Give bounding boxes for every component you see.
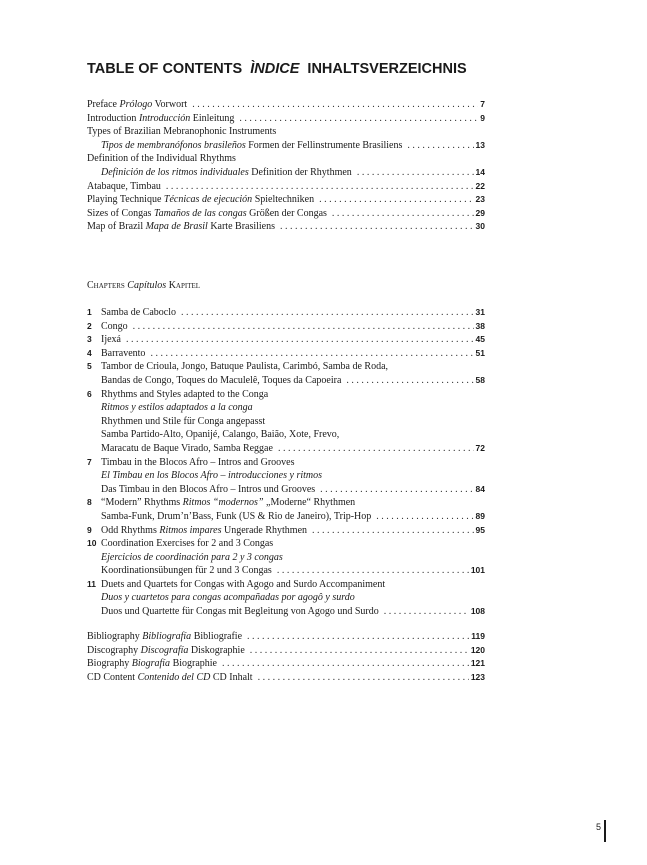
toc-entry [87,456,485,470]
page-ref: 7 [480,99,485,109]
page-ref: 9 [480,112,485,123]
dot-leader [384,605,469,619]
page-ref: 101 [470,565,485,576]
page-ref: 22 [475,180,485,191]
toc-entry [87,112,485,126]
entry-title-part: Congo [101,320,128,332]
page-ref: 58 [475,374,485,385]
entry-title-part: Map of Brazil [87,221,146,233]
chapter-number: 11 [87,578,96,589]
page-ref: 95 [475,524,485,535]
page-ref: 31 [475,307,485,317]
dot-leader [133,320,474,334]
dot-leader [278,442,474,456]
page-ref: 108 [470,606,485,617]
entry-title-italic: Bibliografía [142,631,192,642]
back-matter-list [87,630,485,684]
entry-title-italic: Duos y cuartetos para congas acompañadas por agogô y surdo [101,592,355,604]
dot-leader [247,630,469,644]
entry-title [101,510,371,524]
entry-title [87,152,236,166]
page-number-bar [604,820,606,842]
dot-leader [312,524,474,538]
entry-title [101,306,176,320]
dot-leader [192,98,478,112]
title-spanish: ÌNDICE [250,61,300,77]
toc-entry [87,374,485,388]
toc-entry [87,401,485,415]
dot-leader [166,180,474,194]
entry-title-italic: Contenido del CD [137,671,211,683]
toc-entry [87,428,485,442]
entry-title-italic: Biografía [131,658,171,670]
toc-entry [87,524,485,538]
entry-title-part: Duets and Quartets for Congas with Agogo and Surdo Accompaniment [101,578,386,590]
title-german: INHALTSVERZEICHNIS [307,61,467,77]
toc-entry [87,483,485,497]
toc-entry [87,657,485,671]
entry-title-part: CD Content [87,671,138,683]
toc-entry [87,207,485,221]
entry-title-italic: Técnicas de ejecución [163,194,253,206]
entry-title-part: Coordination Exercises for 2 and 3 Congas [101,538,274,550]
entry-title [87,220,275,234]
dot-leader [181,306,474,320]
entry-title [87,112,234,126]
toc-entry [87,98,485,112]
toc-entry [87,152,485,166]
entry-title-part: Diskographie [188,644,245,656]
entry-title-part: Bandas de Congo, Toques do Maculelê, Toques da Capoeira [101,374,342,386]
toc-entry [87,306,485,320]
entry-title-italic: Ritmos y estilos adaptados a la conga [101,402,253,414]
entry-title [101,139,402,153]
chapter-number: 8 [87,497,92,508]
entry-title-italic: Ritmos “modernos” [182,497,264,509]
entry-title-part: Ijexá [101,334,121,346]
entry-title [101,401,253,415]
toc-entry [87,630,485,644]
toc-entry [87,496,485,510]
entry-title [101,456,295,470]
toc-entry [87,388,485,402]
entry-title-part: Ungerade Rhythmen [221,524,308,536]
toc-entry [87,605,485,619]
dot-leader [346,374,473,388]
entry-title-part: Odd Rhythms [101,524,160,536]
entry-title-part: Einleitung [190,112,235,124]
entry-title-part: Das Timbau in den Blocos Afro – Intros und Grooves [101,483,316,495]
entry-title-part: Rhythmen und Stile für Conga angepasst [101,415,266,427]
chapter-number: 7 [87,456,92,467]
page-ref: 123 [470,671,485,682]
entry-title-part: CD Inhalt [210,671,253,683]
entry-title-part: Samba-Funk, Drum’n’Bass, Funk (US & Rio de Janeiro), Trip-Hop [101,510,372,522]
entry-title [101,496,355,510]
entry-title-part: Spieltechniken [252,194,315,206]
entry-title-italic: Prólogo [119,99,153,110]
entry-title-part: Barravento [101,347,146,359]
entry-title [87,125,276,139]
entry-title [101,428,339,442]
entry-title-part: Duos und Quartette für Congas mit Begleitung von Agogo und Surdo [101,606,379,618]
dot-leader [407,139,473,153]
dot-leader [332,207,474,221]
page-ref: 84 [475,483,485,494]
entry-title [87,207,327,221]
entry-title-italic: Discografía [140,644,189,656]
entry-title-italic: Ritmos impares [159,524,222,536]
entry-title [87,193,314,207]
dot-leader [357,166,474,180]
entry-title-italic: Introducción [138,112,191,124]
toc-entry [87,139,485,153]
page-ref: 38 [475,320,485,331]
entry-title-part: Samba Partido-Alto, Opanijé, Calango, Baião, Xote, Frevo, [101,429,340,441]
entry-title-part: Größen der Congas [246,207,327,219]
entry-title-italic: Tamaños de las congas [153,207,247,219]
toc-entry [87,564,485,578]
toc-entry [87,347,485,361]
dot-leader [280,220,474,234]
entry-title [101,605,379,619]
entry-title [101,564,272,578]
entry-title-italic: Mapa de Brasil [145,221,208,233]
toc-entry [87,193,485,207]
entry-title-part: Discography [87,644,141,656]
entry-title [101,442,273,456]
toc-entry [87,591,485,605]
dot-leader [320,483,473,497]
chapters-heading [87,280,200,291]
toc-entry [87,333,485,347]
page-ref: 45 [475,334,485,345]
entry-title-part: Tambor de Crioula, Jongo, Batuque Paulista, Carimbó, Samba de Roda, [101,361,389,373]
toc-entry [87,671,485,685]
entry-title [87,180,161,194]
page-ref: 51 [475,347,485,358]
dot-leader [319,193,473,207]
entry-title [101,374,341,388]
toc-entry [87,220,485,234]
entry-title [87,630,242,644]
entry-title [87,98,187,112]
dot-leader [222,657,469,671]
entry-title-part: Atabaque, Timbau [87,180,161,192]
entry-title-italic: Tipos de membranófonos brasileños [101,139,246,151]
entry-title-part: Timbau in the Blocos Afro – Intros and Grooves [101,456,295,468]
entry-title [101,578,385,592]
entry-title-part: Maracatu de Baque Virado, Samba Reggae [101,442,273,454]
entry-title [101,483,315,497]
chapter-number: 2 [87,320,92,331]
dot-leader [150,347,473,361]
chapters-heading-spanish: Capítulos [127,280,167,291]
entry-title-italic: Definición de los ritmos individuales [101,166,249,178]
chapters-heading-english: Chapters [87,280,125,291]
toc-entry [87,442,485,456]
entry-title [101,388,268,402]
entry-title-part: Definition of the Individual Rhythms [87,153,236,165]
toc-entry [87,510,485,524]
entry-title [101,537,273,551]
entry-title [87,657,217,671]
entry-title-part: Introduction [87,112,139,124]
entry-title-part: „Moderne“ Rhythmen [263,497,356,509]
toc-entry [87,360,485,374]
entry-title-part: Karte Brasiliens [207,221,276,233]
entry-title [101,524,307,538]
entry-title [101,320,128,334]
toc-entry [87,578,485,592]
page-ref: 13 [475,139,485,150]
dot-leader [258,671,469,685]
entry-title-part: Vorwort [152,99,188,110]
page-title [87,61,467,77]
chapter-number: 10 [87,538,97,549]
entry-title-part: Formen der Fellinstrumente Brasiliens [245,139,403,151]
entry-title [101,166,352,180]
entry-title [101,360,388,374]
page-ref: 72 [475,442,485,453]
entry-title-part: Definition der Rhythmen [248,166,352,178]
entry-title-part: Sizes of Congas [87,207,154,219]
entry-title-part: Biographie [170,658,217,670]
entry-title [101,469,322,483]
page-ref: 89 [475,510,485,521]
page-ref: 120 [470,644,485,655]
toc-entry [87,644,485,658]
chapter-number: 5 [87,361,92,372]
dot-leader [239,112,478,126]
entry-title-part: “Modern” Rhythms [101,497,183,509]
entry-title [101,415,265,429]
chapter-list [87,306,485,619]
entry-title-italic: Ejercicios de coordinación para 2 y 3 congas [101,551,283,563]
entry-title-part: Samba de Caboclo [101,307,176,318]
entry-title-part: Bibliography [87,631,143,642]
entry-title [101,347,145,361]
front-matter-list [87,98,485,234]
page-number: 5 [596,822,602,832]
entry-title [101,551,283,565]
chapter-number: 6 [87,388,92,399]
entry-title [87,671,253,685]
toc-entry [87,551,485,565]
entry-title-italic: El Timbau en los Blocos Afro – introducciones y ritmos [101,470,323,482]
entry-title [101,333,121,347]
toc-entry [87,469,485,483]
toc-entry [87,415,485,429]
page-ref: 119 [471,631,485,641]
toc-entry [87,166,485,180]
toc-entry [87,180,485,194]
entry-title-part: Preface [87,99,120,110]
toc-entry [87,320,485,334]
entry-title [101,591,355,605]
chapter-number: 3 [87,334,92,345]
chapter-number: 1 [87,307,92,317]
entry-title-part: Koordinationsübungen für 2 und 3 Congas [101,565,272,577]
page-ref: 121 [470,658,485,669]
entry-title [87,644,245,658]
page-ref: 30 [475,221,485,232]
dot-leader [277,564,469,578]
chapters-heading-german: Kapitel [168,280,201,291]
page-ref: 29 [475,207,485,218]
toc-entry [87,537,485,551]
entry-title-part: Playing Technique [87,194,164,206]
dot-leader [250,644,469,658]
chapter-number: 9 [87,524,92,535]
toc-entry [87,125,485,139]
chapter-number: 4 [87,347,92,358]
entry-title-part: Rhythms and Styles adapted to the Conga [101,388,269,400]
entry-title-part: Biography [87,658,132,670]
title-english: TABLE OF CONTENTS [87,61,243,77]
entry-title-part: Types of Brazilian Mebranophonic Instruments [87,126,277,138]
dot-leader [376,510,473,524]
entry-title-part: Bibliografie [191,631,243,642]
dot-leader [126,333,474,347]
page-ref: 14 [475,166,485,177]
page-ref: 23 [475,194,485,205]
